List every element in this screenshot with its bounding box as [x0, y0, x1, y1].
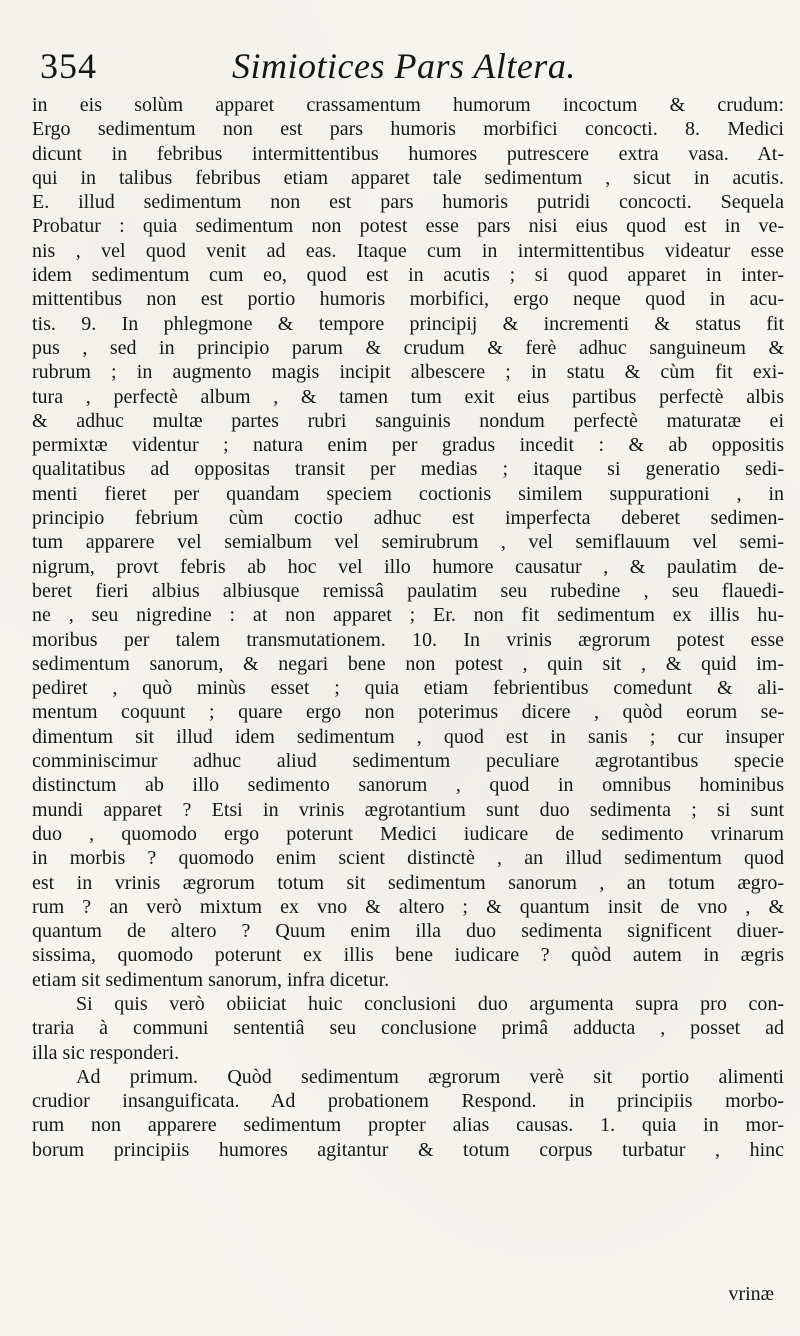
paragraph-end-line: etiam sit sedimentum sanorum, infra dicetur. — [32, 968, 390, 991]
text-line: in morbis ? quomodo enim scient distinctè , an illud sedimentum quod — [32, 847, 784, 870]
text-line: mentum coquunt ; quare ergo non poterimus dicere , quòd eorum se- — [32, 701, 784, 724]
text-line: Probatur : quia sedimentum non potest esse pars nisi eius quod est in ve- — [32, 215, 784, 238]
text-line: mittentibus non est portio humoris morbifici, ergo neque quod in acu- — [32, 288, 784, 311]
text-line: pediret , quò minùs esset ; quia etiam febrientibus comedunt & ali- — [32, 677, 784, 700]
text-line: traria à communi sententiâ seu conclusione primâ adducta , posset ad — [32, 1017, 784, 1040]
text-line: est in vrinis ægrorum totum sit sedimentum sanorum , an totum ægro- — [32, 871, 784, 894]
text-line: duo , quomodo ergo poterunt Medici iudicare de sedimento vrinarum — [32, 822, 784, 845]
text-line: nis , vel quod venit ad eas. Itaque cum in intermittentibus videatur esse — [32, 239, 784, 262]
text-line: comminiscimur adhuc aliud sedimentum peculiare ægrotantibus specie — [32, 750, 784, 773]
text-line: tis. 9. In phlegmone & tempore principij & incrementi & status fit — [32, 312, 784, 335]
text-line: idem sedimentum cum eo, quod est in acutis ; si quod apparet in inter- — [32, 264, 784, 287]
body-text — [32, 93, 784, 1162]
text-line: quantum de altero ? Quum enim illa duo sedimenta significent diuer- — [32, 920, 784, 943]
text-line: ne , seu nigredine : at non apparet ; Er. non fit sedimentum ex illis hu- — [32, 604, 784, 627]
text-line: qui in talibus febribus etiam apparet tale sedimentum , sicut in acutis. — [32, 166, 784, 189]
text-line: sedimentum sanorum, & negari bene non potest , quin sit , & quid im- — [32, 652, 784, 675]
text-line: tum apparere vel semialbum vel semirubrum , vel semiflauum vel semi- — [32, 531, 784, 554]
text-line: principio febrium cùm coctio adhuc est imperfecta deberet sedimen- — [32, 507, 784, 530]
text-line: mundi apparet ? Etsi in vrinis ægrotantium sunt duo sedimenta ; si sunt — [32, 798, 784, 821]
text-line: nigrum, provt febris ab hoc vel illo humore causatur , & paulatim de- — [32, 555, 784, 578]
text-line: beret fieri albius albiusque remissâ paulatim seu rubedine , seu flauedi- — [32, 579, 784, 602]
text-line: E. illud sedimentum non est pars humoris putridi concocti. Sequela — [32, 191, 784, 214]
text-line: & adhuc multæ partes rubri sanguinis nondum perfectè maturatæ ei — [32, 409, 784, 432]
text-line: rubrum ; in augmento magis incipit albescere ; in statu & cùm fit exi- — [32, 361, 784, 384]
text-line: pus , sed in principio parum & crudum & ferè adhuc sanguineum & — [32, 336, 784, 359]
text-line: sissima, quomodo poterunt ex illis bene iudicare ? quòd autem in ægris — [32, 944, 784, 967]
text-line: dimentum sit illud idem sedimentum , quod est in sanis ; cur insuper — [32, 725, 784, 748]
catchword: vrinæ — [728, 1283, 774, 1305]
text-line: crudior insanguificata. Ad probationem Respond. in principiis morbo- — [32, 1090, 784, 1113]
text-line: rum ? an verò mixtum ex vno & altero ; & quantum insit de vno , & — [32, 895, 784, 918]
text-line: rum non apparere sedimentum propter alias causas. 1. quia in mor- — [32, 1114, 784, 1137]
text-line: dicunt in febribus intermittentibus humores putrescere extra vasa. At- — [32, 142, 784, 165]
paragraph-start-line: Si quis verò obiiciat huic conclusioni duo argumenta supra pro con- — [76, 992, 784, 1015]
text-line: qualitatibus ad oppositas transit per medias ; itaque si generatio sedi- — [32, 458, 784, 481]
text-line: moribus per talem transmutationem. 10. In vrinis ægrorum potest esse — [32, 628, 784, 651]
page-header — [32, 42, 770, 92]
paragraph-end-line: illa sic responderi. — [32, 1041, 180, 1064]
text-line: borum principiis humores agitantur & totum corpus turbatur , hinc — [32, 1138, 784, 1161]
text-line: in eis solùm apparet crassamentum humorum incoctum & crudum: — [32, 94, 784, 116]
text-line: Ergo sedimentum non est pars humoris morbifici concocti. 8. Medici — [32, 118, 784, 141]
text-line: menti fieret per quandam speciem coctionis similem suppurationi , in — [32, 482, 784, 505]
paragraph-start-line: Ad primum. Quòd sedimentum ægrorum verè sit portio alimenti — [76, 1065, 784, 1088]
text-line: permixtæ videntur ; natura enim per gradus incedit : & ab oppositis — [32, 434, 784, 457]
text-line: tura , perfectè album , & tamen tum exit eius partibus perfectè albis — [32, 385, 784, 408]
text-line: distinctum ab illo sedimento sanorum , quod in omnibus hominibus — [32, 774, 784, 797]
page-number: 354 — [40, 46, 97, 86]
running-title: Simiotices Pars Altera. — [232, 46, 576, 86]
